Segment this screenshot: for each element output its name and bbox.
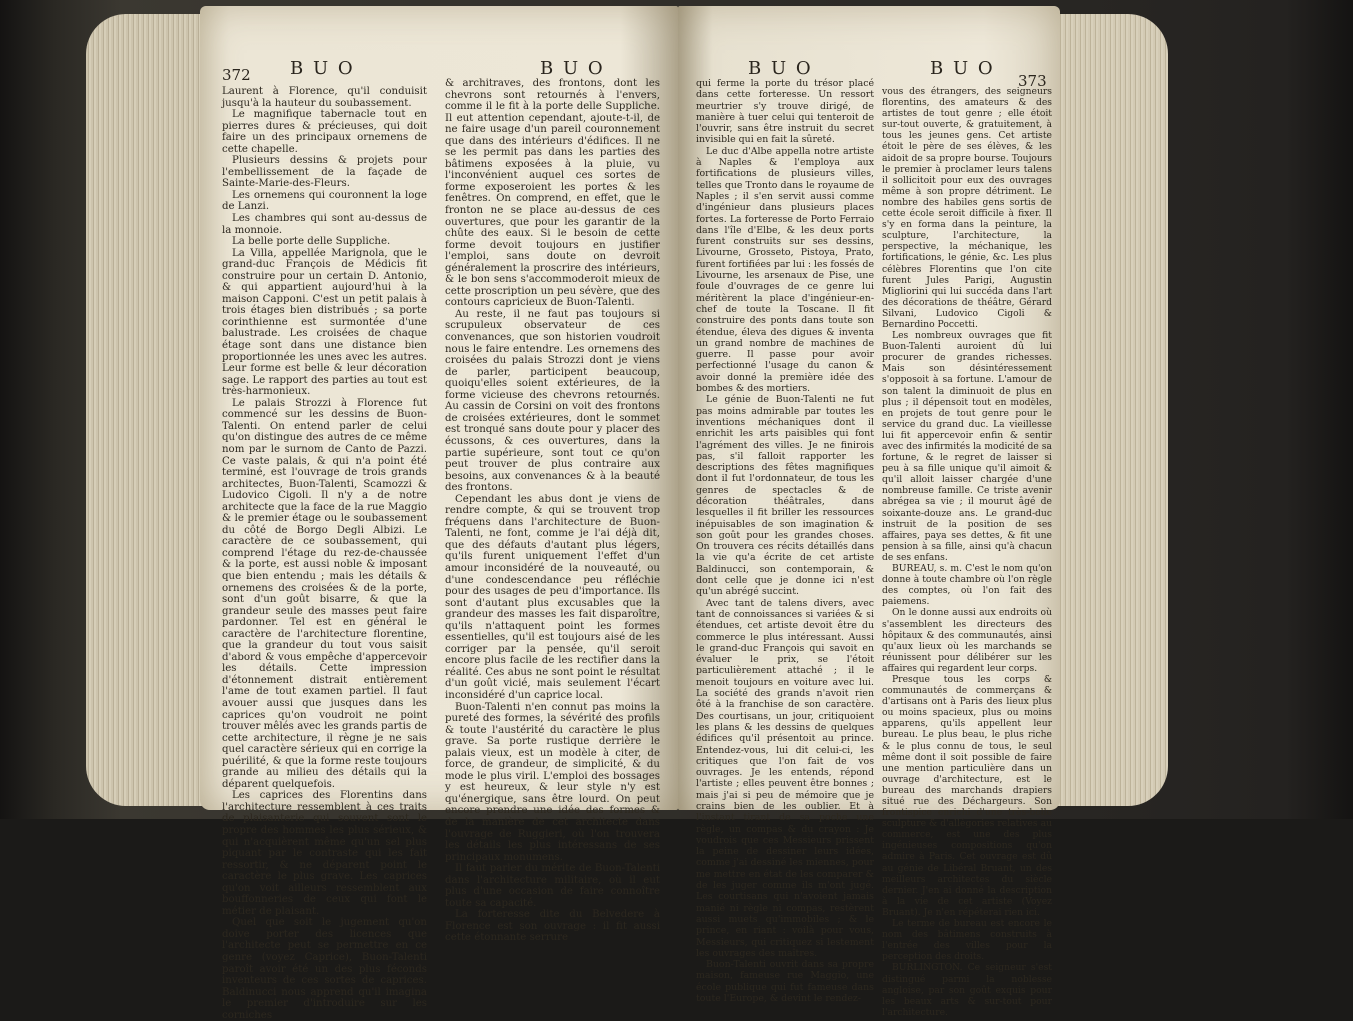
paragraph: BUREAU, s. m. C'est le nom qu'on donne à toute chambre où l'on règle des comptes, où l'on fait des paiemens. bbox=[882, 563, 1052, 608]
paragraph: Cependant les abus dont je viens de rendre compte, & qui se trouvent trop fréquens dans l'architecture de Buon-Talenti, ne font, comme je l'ai déjà dit, que des défauts d'autant plus légers, qu'ils furent uniquement l'effet d'un amour inconsidéré de la nouveauté, ou d'une condescendance peu réfléchie pour des usages de peu d'importance. Ils sont d'autant plus excusables que la grandeur des masses les fait disparoître, qu'ils n'attaquent point les formes essentielles, qu'il est toujours aisé de les corriger par la pensée, qu'il seroit encore plus facile de les rectifier dans la réalité. Ces abus ne sont point le résultat d'un goût vicié, mais seulement l'écart inconsidéré d'un caprice local. bbox=[445, 493, 660, 701]
paragraph: Les nombreux ouvrages que fit Buon-Talenti auroient dû lui procurer de grandes richesses. Mais son désintéressement s'opposoit à sa fortune. L'amour de son talent la diminuoit de plus en plus ; il dépensoit tout en modèles, en projets de tout genre pour le service du grand duc. La vieillesse lui fit appercevoir enfin & sentir avec des infirmités la modicité de sa fortune, & le regret de laisser si peu à sa fille unique qu'il aimoit & qu'il alloit laisser chargée d'une nombreuse famille. Ce triste avenir abrégea sa vie ; il mourut âgé de soixante-douze ans. Le grand-duc instruit de la position de ses affaires, paya ses dettes, & fit une pension à sa fille, ainsi qu'à chacun de ses enfans. bbox=[882, 330, 1052, 563]
right-column-2 bbox=[882, 86, 1052, 1018]
right-page bbox=[678, 6, 1060, 1018]
paragraph: La Villa, appellée Marignola, que le grand-duc François de Médicis fit construire pour un certain D. Antonio, & qui appartient aujourd'hui à la maison Capponi. C'est un petit palais à trois étages bien distribués ; sa porte corinthienne est surmontée d'une balustrade. Les croisées de chaque étage sont dans une distance bien proportionnée les unes avec les autres. Leur forme est belle & leur décoration sage. Le rapport des parties au tout est très-harmonieux. bbox=[222, 247, 427, 398]
paragraph: Les chambres qui sont au-dessus de la monnoie. bbox=[222, 213, 427, 236]
paragraph: Le génie de Buon-Talenti ne fut pas moins admirable par toutes les inventions méchaniques dont il enrichit les arts paisibles qui font l'agrément des villes. Je ne finirois pas, s'il falloit rapporter les descriptions des fêtes magnifiques dont il fut l'ordonnateur, de tous les genres de spectacles & de décoration théâtrales, dans lesquelles il fit briller les ressources inépuisables de son imagination & son goût pour les grandes choses. On trouvera ces récits détaillés dans la vie qu'a écrite de cet artiste Baldinucci, son contemporain, & dont celle que je donne ici n'est qu'un abrégé succint. bbox=[696, 394, 874, 598]
paragraph: Avec tant de talens divers, avec tant de connoissances si variées & si étendues, cet artiste devoit être du commerce le plus intéressant. Aussi le grand-duc François qui savoit en évaluer le prix, se l'étoit particulièrement attaché ; il le menoit toujours en voiture avec lui. La société des grands n'avoit rien ôté à la franchise de son caractère. Des courtisans, un jour, critiquoient les plans & les dessins de quelques édifices qu'il présentoit au prince. Entendez-vous, lui dit celui-ci, les critiques que l'on fait de vos ouvrages. Je les entends, répond l'artiste ; elles peuvent être bonnes ; mais j'ai si peu de mémoire que je crains bien de les oublier. Et à l'instant tirant de sa poche une règle, un compas & du crayon : Je voudrois que ces Messieurs prissent la peine de dessiner leurs idées, comme j'ai dessiné les miennes, pour me mettre en état de les comparer & de les juger comme ils m'ont jugé. Les courtisans qui n'avoient jamais manié ni règle ni compas, restèrent aussi muets qu'immobiles ; & le prince, en riant : voilà pour vous, Messieurs, qui critiquez si lestement les ouvrages des maîtres. bbox=[696, 597, 874, 959]
paragraph: vous des étrangers, des seigneurs florentins, des amateurs & des artistes de tout genre ; elle étoit sur-tout ouverte, & gratuitement, à tous les jeunes gens. Cet artiste étoit le père de ses élèves, & les aidoit de sa propre bourse. Toujours le premier à proclamer leurs talens il sollicitoit pour eux des ouvrages même à son propre détriment. Le nombre des habiles gens sortis de cette école seroit difficile à fixer. Il s'y en forma dans la peinture, la sculpture, l'architecture, la perspective, la méchanique, les fortifications, le génie, &c. Les plus célèbres Florentins que l'on cite furent Jules Parigi, Augustin Migliorini qui lui succéda dans l'art des décorations de théâtre, Gérard Silvani, Ludovico Cigoli & Bernardino Poccetti. bbox=[882, 86, 1052, 330]
paragraph: Le magnifique tabernacle tout en pierres dures & précieuses, qui doit faire un des principaux ornemens de cette chapelle. bbox=[222, 109, 427, 155]
paragraph: La forteresse dite du Belvedere à Florence est son ouvrage : il fit aussi cette étonnante serrure bbox=[445, 909, 660, 944]
paragraph: Les ornemens qui couronnent la loge de Lanzi. bbox=[222, 189, 427, 213]
paragraph: On le donne aussi aux endroits où s'assemblent les directeurs des hôpitaux & des communautés, ainsi qu'aux lieux où les marchands se réunissent pour délibérer sur les affaires qui regardent leur corps. bbox=[882, 607, 1052, 674]
left-column-1 bbox=[222, 86, 427, 1021]
paragraph: qui ferme la porte du trésor placé dans cette forteresse. Un ressort meurtrier s'y trouve dirigé, de manière à tuer celui qui tenteroit de l'ouvrir, sans être instruit du secret invisible qui en fait la sûreté. bbox=[696, 78, 874, 146]
page-number-left: 372 bbox=[222, 66, 251, 84]
paragraph: Quel que soit le jugement qu'on doive porter des licences que l'architecte peut se permettre en ce genre (voyez Caprice), Buon-Talenti paroît avoir été un des plus féconds inventeurs de ces sortes de caprices. Baldinucci nous apprend qu'il imagina le premier d'introduire sur les corniches bbox=[222, 917, 427, 1021]
paragraph: & architraves, des frontons, dont les chevrons sont retournés à l'envers, comme il le fit à la porte delle Suppliche. Il eut attention cependant, ajoute-t-il, de ne faire usage d'un pareil couronnement que dans des intérieurs d'édifices. Il ne se les permit pas dans les parties des bâtimens exposées à la pluie, vu l'inconvénient auquel ces sortes de forme exposeroient les portes & les fenêtres. On comprend, en effet, que le fronton ne se place au-dessus de ces ouvertures, que pour les garantir de la chûte des eaux. Si le besoin de cette forme devoit toujours en justifier l'emploi, sans doute on devroit généralement la proscrire des intérieurs, & le bon sens s'accommoderoit mieux de cette proscription un peu sévère, que des contours capricieux de Buon-Talenti. bbox=[445, 78, 660, 309]
paragraph: Le terme de bureau est encore le nom des bâtimens construits à l'entrée des villes pour la perception des droits. bbox=[882, 918, 1052, 963]
paragraph: Presque tous les corps & communautés de commerçans & d'artisans ont à Paris des lieux plus ou moins spacieux, plus ou moins apparens, qu'ils appellent leur bureau. Le plus beau, le plus riche & le plus connu de tous, le seul même dont il soit possible de faire une mention particulière dans un ouvrage d'architecture, est le bureau des marchands drapiers situé rue des Déchargeurs. Son frontispice enrichi d'une très-belle sculpture & d'allégories relatives au commerce, est une des plus ingénieuses compositions qu'on admire à Paris. Cet ouvrage est dû au génie de Libéral Bruant, un des meilleurs architectes du siècle dernier. J'en ai donné la description à la vie de cet artiste (Voyez Bruant). Je n'en répéterai rien ici. bbox=[882, 673, 1052, 918]
running-head-left-col2: B U O bbox=[540, 58, 605, 79]
left-page bbox=[200, 6, 678, 1021]
paragraph: Buon-Talenti ouvrit dans sa propre maison, fameuse rue Maggio, une école publique qui fut fameuse dans toute l'Europe, & devint le rendez- bbox=[696, 959, 874, 1005]
page-number-right: 373 bbox=[1018, 72, 1047, 90]
paragraph: Le duc d'Albe appella notre artiste à Naples & l'employa aux fortifications de plusieurs villes, telles que Tronto dans le royaume de Naples ; il s'en servit aussi comme d'ingénieur dans plusieurs places fortes. La forteresse de Porto Ferraio dans l'île d'Elbe, & les deux ports furent construits sur ses dessins, Livourne, Grosseto, Pistoya, Prato, furent fortifiées par lui : les fossés de Livourne, les arsenaux de Pise, une foule d'ouvrages de ce genre lui méritèrent la place d'ingénieur-en-chef de toute la Toscane. Il fit construire des ponts dans toute son étendue, éleva des digues & inventa un grand nombre de machines de guerre. Il passe pour avoir perfectionné l'usage du canon & avoir donné la première idée des bombes & des mortiers. bbox=[696, 145, 874, 395]
page-edges-right bbox=[1058, 14, 1168, 806]
paragraph: Les caprices des Florentins dans l'architecture ressemblent à ces traits de plaisanterie qui souvent sont le propre des hommes les plus sérieux, & qui n'acquièrent même qu'un sel plus piquant par le contraste qui les fait ressortir, & ne déparent point le caractère le plus grave. Les caprices qu'on voit ailleurs ressemblent aux bouffonneries de ceux qui font le métier de plaisant. bbox=[222, 790, 427, 917]
left-column-2 bbox=[445, 78, 660, 944]
right-column-1 bbox=[696, 78, 874, 1004]
paragraph: Il faut parler du mérite de Buon-Talenti dans l'architecture militaire, où il eut plus d'une occasion de faire connoître toute sa capacité. bbox=[445, 863, 660, 909]
running-head-right-col2: B U O bbox=[930, 58, 995, 79]
paragraph: Buon-Talenti n'en connut pas moins la pureté des formes, la sévérité des profils & toute l'austérité du caractère le plus grave. Sa porte rustique derrière le palais vieux, est un modèle à citer, de force, de grandeur, de simplicité, & du mode le plus viril. L'emploi des bossages y est heureux, & leur style n'y est qu'énergique, sans être lourd. On peut encore prendre une idée des formes & de la manière de cet architecte dans l'ouvrage de Ruggieri, où l'on trouvera les détails les plus intéressans de ses principaux monumens. bbox=[445, 701, 660, 863]
paragraph: Plusieurs dessins & projets pour l'embellissement de la façade de Sainte-Marie-des-Fleurs. bbox=[222, 155, 427, 190]
paragraph: BURLINGTON. Ce seigneur s'est distingué parmi la noblesse angloise, par son goût exquis pour les beaux arts & sur-tout pour l'architecture. bbox=[882, 962, 1052, 1018]
paragraph: Au reste, il ne faut pas toujours si scrupuleux observateur de ces convenances, que son historien voudroit nous le faire entendre. Les ornemens des croisées du palais Strozzi dont je viens de parler, participent beaucoup, quoiqu'elles soient extérieures, de la forme vicieuse des chevrons retournés. Au cassin de Corsini on voit des frontons de croisées extérieures, dont le sommet est tronqué sans doute pour y placer des écussons, & ces ouvertures, dans la partie supérieure, sont tout ce qu'on peut trouver de plus contraire aux besoins, aux convenances & à la beauté des frontons. bbox=[445, 308, 660, 494]
running-head-left-col1: B U O bbox=[290, 58, 355, 79]
paragraph: Laurent à Florence, qu'il conduisit jusqu'à la hauteur du soubassement. bbox=[222, 86, 427, 109]
paragraph: Le palais Strozzi à Florence fut commencé sur les dessins de Buon-Talenti. On entend parler de celui qu'on distingue des autres de ce même nom par le surnom de Canto de Pazzi. Ce vaste palais, & qui n'a point été terminé, est l'ouvrage de trois grands architectes, Buon-Talenti, Scamozzi & Ludovico Cigoli. Il n'y a de notre architecte que la face de la rue Maggio & le premier étage ou le soubassement du côté de Borgo Degli Albizi. Le caractère de ce soubassement, qui comprend l'étage du rez-de-chaussée & la porte, est aussi noble & imposant que bien entendu ; mais les détails & ornemens des croisées & de la porte, sont d'un goût bisarre, & que la grandeur seule des masses peut faire pardonner. Tel est en général le caractère de l'architecture florentine, que la grandeur du tout vous saisit d'abord & vous empêche d'appercevoir les détails. Cette impression d'étonnement distrait entièrement l'ame de tout examen partiel. Il faut avouer aussi que jusques dans les caprices qu'on voudroit ne point trouver mêlés avec les grands partis de cette architecture, il règne je ne sais quel caractère sérieux qui en corrige la puérilité, & que la forme reste toujours grande au milieu des détails qui la déparent quelquefois. bbox=[222, 397, 427, 790]
running-head-right-col1: B U O bbox=[748, 58, 813, 79]
page-edges-left bbox=[86, 14, 202, 806]
paragraph: La belle porte delle Suppliche. bbox=[232, 236, 391, 248]
